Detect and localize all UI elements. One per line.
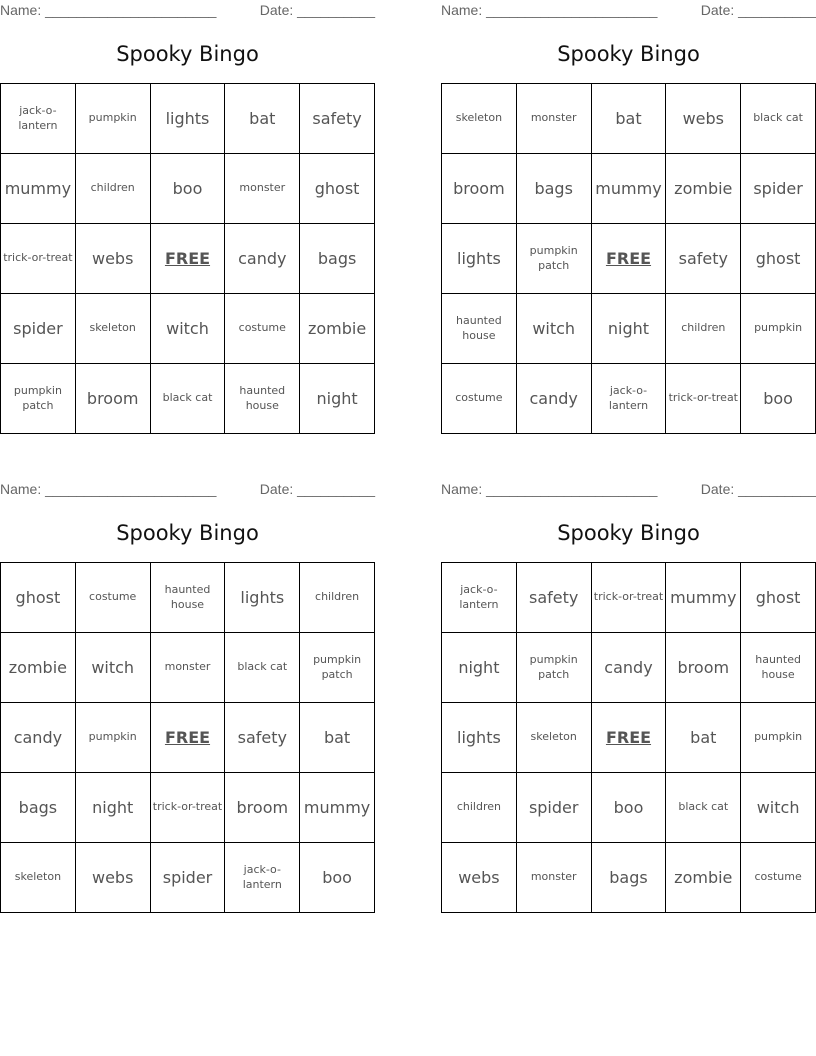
bingo-cell: lights — [442, 224, 517, 294]
bingo-cell: spider — [1, 294, 76, 364]
bingo-cell: costume — [442, 364, 517, 434]
bingo-cell: jack-o-lantern — [225, 843, 300, 913]
bingo-cell: broom — [666, 633, 741, 703]
bingo-cell: webs — [442, 843, 517, 913]
name-field-label: Name: ______________________ — [0, 481, 217, 497]
bingo-cell: zombie — [300, 294, 375, 364]
bingo-cell: ghost — [741, 563, 816, 633]
bingo-cell: bags — [1, 773, 76, 843]
bingo-cell: costume — [225, 294, 300, 364]
date-field-label: Date: __________ — [259, 2, 375, 18]
name-field-label: Name: ______________________ — [441, 481, 658, 497]
bingo-cell: spider — [741, 154, 816, 224]
bingo-cell: monster — [225, 154, 300, 224]
bingo-cell: bags — [517, 154, 592, 224]
bingo-cell: bat — [225, 84, 300, 154]
bingo-cell: zombie — [1, 633, 76, 703]
card-title: Spooky Bingo — [557, 42, 700, 66]
card-title: Spooky Bingo — [116, 42, 259, 66]
bingo-cell: ghost — [300, 154, 375, 224]
card-title: Spooky Bingo — [557, 521, 700, 545]
bingo-cell: lights — [151, 84, 226, 154]
bingo-cell: black cat — [666, 773, 741, 843]
free-space: FREE — [151, 703, 226, 773]
bingo-cell: costume — [741, 843, 816, 913]
bingo-cell: safety — [300, 84, 375, 154]
bingo-cell: broom — [76, 364, 151, 434]
bingo-cell: candy — [592, 633, 667, 703]
bingo-cell: zombie — [666, 843, 741, 913]
bingo-cell: safety — [517, 563, 592, 633]
bingo-cell: haunted house — [151, 563, 226, 633]
bingo-cell: safety — [225, 703, 300, 773]
bingo-cell: trick-or-treat — [1, 224, 76, 294]
bingo-cell: witch — [76, 633, 151, 703]
bingo-cell: boo — [741, 364, 816, 434]
bingo-cell: skeleton — [517, 703, 592, 773]
bingo-cell: witch — [517, 294, 592, 364]
bingo-grid — [0, 83, 375, 434]
bingo-cell: skeleton — [76, 294, 151, 364]
free-space: FREE — [592, 703, 667, 773]
bingo-grid — [441, 83, 816, 434]
date-field-label: Date: __________ — [259, 481, 375, 497]
bingo-cell: skeleton — [1, 843, 76, 913]
bingo-cell: bat — [300, 703, 375, 773]
bingo-cell: lights — [442, 703, 517, 773]
bingo-cell: mummy — [300, 773, 375, 843]
bingo-cell: pumpkin patch — [517, 633, 592, 703]
bingo-cell: pumpkin — [741, 294, 816, 364]
bingo-cell: trick-or-treat — [592, 563, 667, 633]
bingo-cell: webs — [76, 224, 151, 294]
bingo-cell: monster — [151, 633, 226, 703]
bingo-cell: bat — [592, 84, 667, 154]
bingo-cell: black cat — [741, 84, 816, 154]
bingo-grid — [0, 562, 375, 913]
bingo-cell: night — [300, 364, 375, 434]
date-field-label: Date: __________ — [700, 481, 816, 497]
name-field-label: Name: ______________________ — [441, 2, 658, 18]
bingo-cell: pumpkin — [76, 84, 151, 154]
bingo-cell: jack-o-lantern — [442, 563, 517, 633]
card-header — [441, 0, 816, 20]
bingo-cell: night — [592, 294, 667, 364]
bingo-cell: broom — [442, 154, 517, 224]
bingo-cell: ghost — [1, 563, 76, 633]
bingo-cell: bags — [300, 224, 375, 294]
bingo-cell: zombie — [666, 154, 741, 224]
bingo-cell: trick-or-treat — [151, 773, 226, 843]
bingo-cell: mummy — [592, 154, 667, 224]
bingo-cell: safety — [666, 224, 741, 294]
card-title: Spooky Bingo — [116, 521, 259, 545]
bingo-cell: costume — [76, 563, 151, 633]
bingo-cell: boo — [300, 843, 375, 913]
bingo-cell: children — [76, 154, 151, 224]
bingo-cell: monster — [517, 843, 592, 913]
bingo-cell: children — [300, 563, 375, 633]
card-header — [0, 0, 375, 20]
bingo-cell: ghost — [741, 224, 816, 294]
bingo-cell: mummy — [666, 563, 741, 633]
bingo-cell: night — [442, 633, 517, 703]
free-space: FREE — [151, 224, 226, 294]
bingo-cell: lights — [225, 563, 300, 633]
bingo-cell: broom — [225, 773, 300, 843]
bingo-cell: bags — [592, 843, 667, 913]
bingo-cell: pumpkin — [76, 703, 151, 773]
bingo-cell: candy — [225, 224, 300, 294]
bingo-cell: children — [442, 773, 517, 843]
bingo-cell: skeleton — [442, 84, 517, 154]
bingo-cell: witch — [741, 773, 816, 843]
bingo-grid — [441, 562, 816, 913]
bingo-cell: jack-o-lantern — [592, 364, 667, 434]
bingo-cell: black cat — [225, 633, 300, 703]
bingo-cell: children — [666, 294, 741, 364]
bingo-cell: pumpkin patch — [300, 633, 375, 703]
bingo-cell: haunted house — [442, 294, 517, 364]
bingo-cell: black cat — [151, 364, 226, 434]
card-header — [441, 479, 816, 499]
bingo-cell: spider — [517, 773, 592, 843]
bingo-cell: monster — [517, 84, 592, 154]
bingo-cell: boo — [592, 773, 667, 843]
bingo-cell: night — [76, 773, 151, 843]
bingo-cell: mummy — [1, 154, 76, 224]
bingo-cell: pumpkin patch — [517, 224, 592, 294]
bingo-cell: bat — [666, 703, 741, 773]
bingo-cell: candy — [1, 703, 76, 773]
bingo-cell: haunted house — [225, 364, 300, 434]
card-header — [0, 479, 375, 499]
bingo-cell: haunted house — [741, 633, 816, 703]
bingo-cell: boo — [151, 154, 226, 224]
bingo-cell: candy — [517, 364, 592, 434]
bingo-cell: spider — [151, 843, 226, 913]
free-space: FREE — [592, 224, 667, 294]
date-field-label: Date: __________ — [700, 2, 816, 18]
bingo-cell: webs — [76, 843, 151, 913]
bingo-cell: pumpkin patch — [1, 364, 76, 434]
bingo-cell: webs — [666, 84, 741, 154]
name-field-label: Name: ______________________ — [0, 2, 217, 18]
bingo-cell: witch — [151, 294, 226, 364]
bingo-cell: trick-or-treat — [666, 364, 741, 434]
bingo-cell: pumpkin — [741, 703, 816, 773]
bingo-cell: jack-o-lantern — [1, 84, 76, 154]
